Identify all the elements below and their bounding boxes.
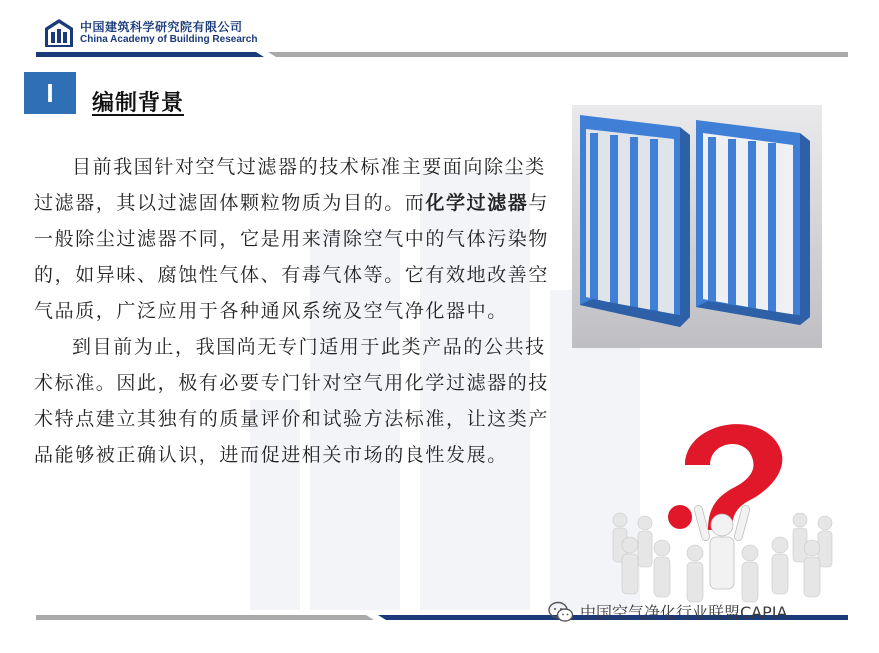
paragraph-2: 到目前为止，我国尚无专门适用于此类产品的公共技术标准。因此，极有必要专门针对空气用化学过滤器的技术特点建立其独有的质量评价和试验方法标准，让这类产品能够被正确认识，进而促进相关市场的良性发展。 (34, 336, 550, 466)
paragraph-1 (34, 149, 554, 329)
org-name-cn: 中国建筑科学研究院有限公司 (80, 20, 243, 34)
paragraph-1-text-a: 目前我国针对空气过滤器的技术标准主要面向除尘类过滤器，其以过滤固体颗粒物质为目的。而 (34, 156, 546, 214)
question-mark-illustration (600, 405, 848, 605)
section-number: I (24, 72, 76, 114)
header-logo (44, 18, 257, 48)
footer-watermark-text: 中国空气净化行业联盟CAPIA (580, 603, 788, 622)
section-title: 编制背景 (92, 91, 185, 116)
paragraph-1-text-b: 与一般除尘过滤器不同，它是用来清除空气中的气体污染物的，如异味、腐蚀性气体、有毒气体等。它有效地改善空气品质，广泛应用于各种通风系统及空气净化器中。 (34, 192, 550, 322)
header-divider (36, 49, 848, 59)
org-name-en: China Academy of Building Research (80, 34, 258, 45)
wechat-icon (548, 601, 574, 623)
footer-watermark (548, 600, 787, 623)
body-text (34, 149, 554, 473)
filter-photo (572, 105, 822, 348)
logo-icon (44, 18, 74, 48)
paragraph-1-bold-term: 化学过滤器 (425, 192, 529, 214)
